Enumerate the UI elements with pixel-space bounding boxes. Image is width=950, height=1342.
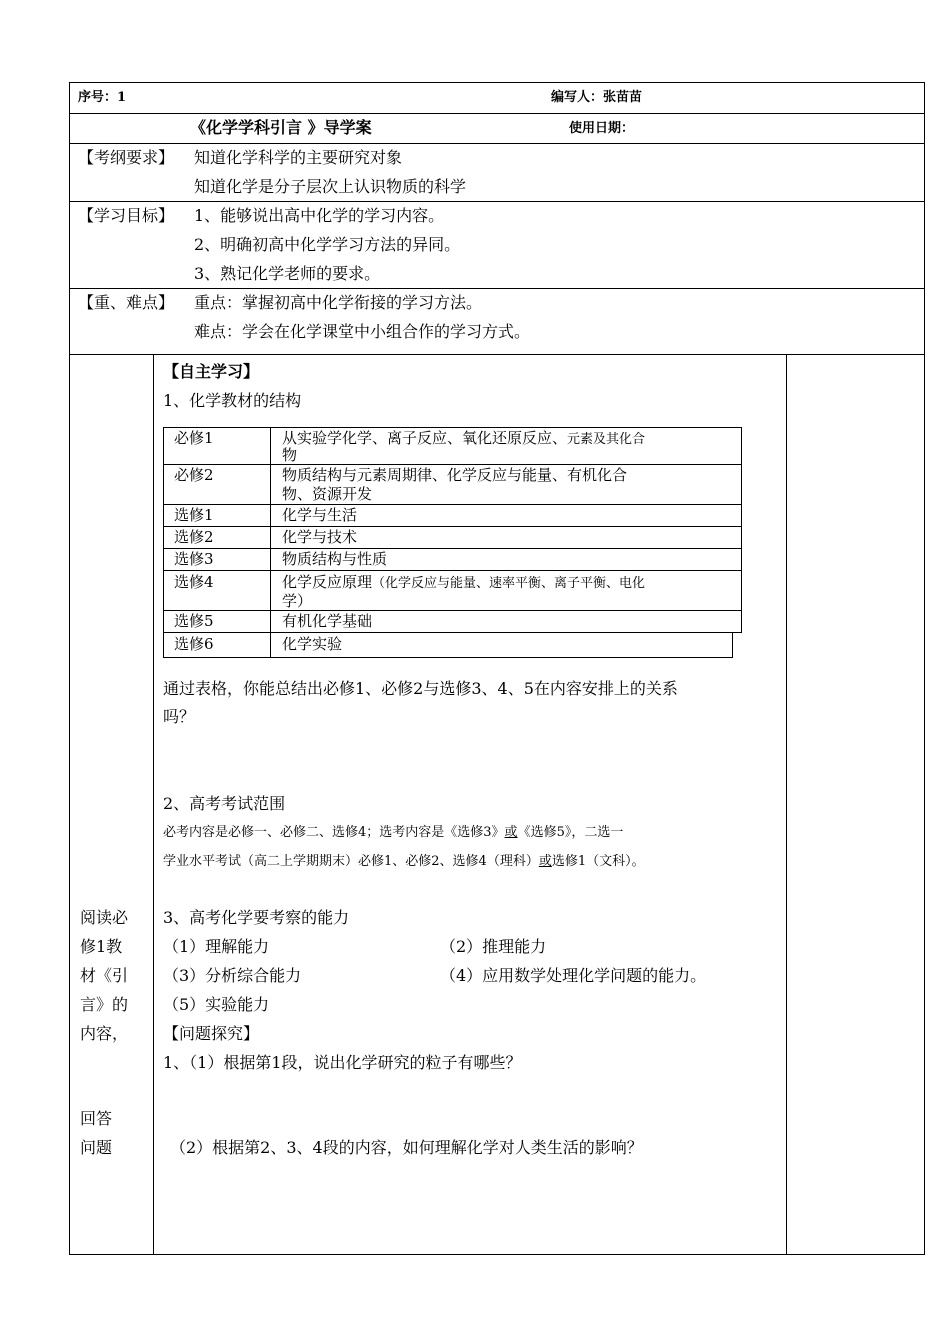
- serial-number: 序号：1: [78, 90, 127, 105]
- course-content: 物质结构与性质: [282, 550, 388, 568]
- date-label: 使用日期：: [569, 121, 635, 136]
- course-name: 必修1: [174, 429, 214, 447]
- keypoints-label: 【重、难点】: [78, 293, 175, 312]
- course-content: 从实验学化学、离子反应、氧化还原反应、元素及其化合: [282, 429, 646, 447]
- border-left: [69, 82, 70, 1255]
- table-question: 通过表格，你能总结出必修1、必修2与选修3、4、5在内容安排上的关系: [163, 679, 678, 698]
- textbook-row-line: [163, 548, 742, 549]
- left-note-line: 问题: [80, 1138, 113, 1157]
- inquiry-heading: 【问题探究】: [163, 1024, 260, 1043]
- course-name: 选修3: [174, 550, 214, 568]
- ability-item: （2）推理能力: [440, 937, 547, 956]
- ability-item: （4）应用数学处理化学问题的能力。: [440, 966, 707, 985]
- course-content: 化学反应原理（化学反应与能量、速率平衡、离子平衡、电化: [282, 573, 646, 591]
- left-note-line: 阅读必: [80, 908, 129, 927]
- course-content: 化学实验: [282, 635, 343, 653]
- objectives-label: 【学习目标】: [78, 206, 175, 225]
- border-row1: [69, 113, 925, 114]
- textbook-last-left: [163, 633, 164, 658]
- objective-item: 1、能够说出高中化学的学习内容。: [194, 206, 445, 225]
- ability-item: （1）理解能力: [163, 937, 270, 956]
- textbook-table: [163, 427, 742, 633]
- course-content: 物质结构与元素周期律、化学反应与能量、有机化合: [282, 466, 628, 484]
- border-row5: [69, 354, 925, 355]
- requirements-line1: 知道化学科学的主要研究对象: [194, 148, 403, 167]
- section2-title: 2、高考考试范围: [163, 794, 286, 813]
- textbook-row-line: [163, 570, 742, 571]
- course-content-cont: 物: [282, 446, 298, 464]
- border-top: [69, 82, 925, 83]
- objective-item: 3、熟记化学老师的要求。: [194, 264, 381, 283]
- course-name: 选修1: [174, 506, 214, 524]
- course-name: 选修6: [174, 635, 214, 653]
- border-right: [924, 82, 925, 1255]
- textbook-row-line: [163, 526, 742, 527]
- ability-item: （3）分析综合能力: [163, 966, 302, 985]
- author: 编写人：张苗苗: [551, 90, 643, 105]
- course-name: 选修4: [174, 573, 214, 591]
- section3-title: 3、高考化学要考察的能力: [163, 908, 350, 927]
- self-study-heading: 【自主学习】: [163, 362, 260, 381]
- inquiry-question-1: 1、（1）根据第1段，说出化学研究的粒子有哪些？: [163, 1053, 522, 1072]
- textbook-row-line: [163, 464, 742, 465]
- border-col-right: [786, 354, 787, 1254]
- left-note-line: 回答: [80, 1109, 113, 1128]
- document-title: 《化学学科引言 》导学案: [190, 118, 372, 137]
- exam-scope-line1: 必考内容是必修一、必修二、选修4；选考内容是《选修3》或《选修5》，二选一: [163, 825, 624, 840]
- left-note-line: 材《引: [80, 966, 129, 985]
- table-question-cont: 吗？: [163, 707, 196, 726]
- course-name: 必修2: [174, 466, 214, 484]
- textbook-row-line: [163, 610, 742, 611]
- border-col-left: [153, 354, 154, 1254]
- left-note-line: 修1教: [80, 937, 123, 956]
- border-bottom: [69, 1254, 925, 1255]
- exam-scope-line2: 学业水平考试（高二上学期期末）必修1、必修2、选修4（理科）或选修1（文科）。: [163, 854, 645, 869]
- course-content-cont: 学）: [282, 592, 313, 610]
- course-name: 选修5: [174, 612, 214, 630]
- course-content: 化学与技术: [282, 528, 358, 546]
- course-content-cont: 物、资源开发: [282, 485, 373, 503]
- left-note-line: 言》的: [80, 995, 129, 1014]
- ability-item: （5）实验能力: [163, 995, 270, 1014]
- requirements-label: 【考纲要求】: [78, 148, 175, 167]
- objective-item: 2、明确初高中化学学习方法的异同。: [194, 235, 461, 254]
- left-note-line: 内容，: [80, 1024, 129, 1043]
- textbook-row-line: [163, 504, 742, 505]
- textbook-last-bottom: [163, 657, 733, 658]
- keypoint-key: 重点：掌握初高中化学衔接的学习方法。: [194, 293, 483, 312]
- course-content: 有机化学基础: [282, 612, 373, 630]
- border-row3: [69, 201, 925, 202]
- requirements-line2: 知道化学是分子层次上认识物质的科学: [194, 177, 467, 196]
- keypoint-difficult: 难点：学会在化学课堂中小组合作的学习方式。: [194, 322, 531, 341]
- course-content: 化学与生活: [282, 506, 358, 524]
- course-name: 选修2: [174, 528, 214, 546]
- textbook-last-right: [732, 633, 733, 658]
- section1-title: 1、化学教材的结构: [163, 391, 302, 410]
- textbook-table-divider: [270, 427, 271, 658]
- border-row4: [69, 288, 925, 289]
- border-row2: [69, 143, 925, 144]
- inquiry-question-2: （2）根据第2、3、4段的内容，如何理解化学对人类生活的影响？: [170, 1138, 643, 1157]
